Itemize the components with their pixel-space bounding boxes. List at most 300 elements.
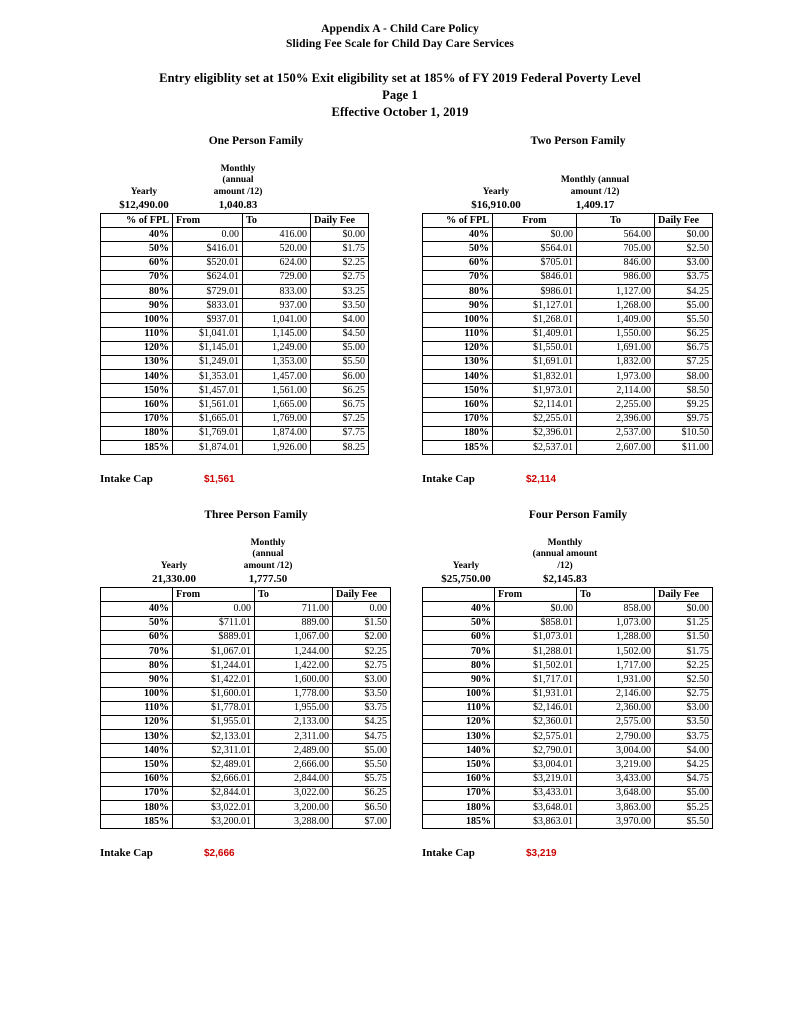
cell-fpl: 185% — [101, 441, 173, 455]
table-row — [101, 644, 391, 658]
cell-to: 1,353.00 — [243, 355, 311, 369]
cell-fpl: 70% — [423, 270, 493, 284]
cell-daily-fee: $3.00 — [655, 256, 713, 270]
table-row — [101, 715, 391, 729]
tables-row-2 — [0, 509, 800, 861]
cell-fpl: 80% — [423, 659, 495, 673]
cell-from: $1,832.01 — [493, 370, 577, 384]
caption-one-person — [100, 154, 412, 212]
cell-daily-fee: $6.25 — [311, 384, 369, 398]
table-row — [101, 299, 369, 313]
cell-daily-fee: $11.00 — [655, 441, 713, 455]
cell-to: 1,973.00 — [577, 370, 655, 384]
cell-from: $1,244.01 — [173, 659, 255, 673]
table-row — [101, 426, 369, 440]
cell-fpl: 150% — [423, 384, 493, 398]
cell-fpl: 70% — [101, 270, 173, 284]
cell-from: $1,073.01 — [495, 630, 577, 644]
table-row — [101, 616, 391, 630]
cell-from: $1,288.01 — [495, 644, 577, 658]
cell-to: 889.00 — [255, 616, 333, 630]
cell-from: $1,249.01 — [173, 355, 243, 369]
table-row — [423, 299, 713, 313]
table-row — [101, 744, 391, 758]
intake-cap-label-four: Intake Cap — [422, 847, 475, 860]
cell-to: 3,433.00 — [577, 772, 655, 786]
cell-to: 1,665.00 — [243, 398, 311, 412]
cell-fpl: 90% — [423, 673, 495, 687]
table-row — [423, 256, 713, 270]
cell-to: 3,200.00 — [255, 801, 333, 815]
cell-from: $2,146.01 — [495, 701, 577, 715]
cell-daily-fee: $3.00 — [655, 701, 713, 715]
cell-daily-fee: $5.00 — [655, 786, 713, 800]
family-title-one: One Person Family — [208, 135, 304, 147]
cell-from: $1,127.01 — [493, 299, 577, 313]
table-row — [423, 242, 713, 256]
cell-from: $858.01 — [495, 616, 577, 630]
table-row — [423, 398, 713, 412]
document-header — [0, 0, 800, 121]
table-row — [423, 384, 713, 398]
cell-fpl: 150% — [423, 758, 495, 772]
cell-from: $2,489.01 — [173, 758, 255, 772]
cell-to: 1,409.00 — [577, 313, 655, 327]
cell-daily-fee: $2.75 — [655, 687, 713, 701]
cell-daily-fee: $5.00 — [333, 744, 391, 758]
yearly-label-four: Yearly — [452, 560, 480, 571]
table-row — [101, 815, 391, 829]
cell-from: 0.00 — [173, 228, 243, 242]
table-row — [101, 801, 391, 815]
cell-daily-fee: $4.25 — [333, 715, 391, 729]
cell-fpl: 180% — [423, 801, 495, 815]
table-row — [101, 786, 391, 800]
cell-from: $3,433.01 — [495, 786, 577, 800]
cell-fpl: 160% — [101, 398, 173, 412]
cell-from: $1,769.01 — [173, 426, 243, 440]
cell-from: $1,353.01 — [173, 370, 243, 384]
cell-from: $1,717.01 — [495, 673, 577, 687]
cell-to: 2,537.00 — [577, 426, 655, 440]
cell-from: $0.00 — [493, 228, 577, 242]
cell-from: $1,778.01 — [173, 701, 255, 715]
cell-to: 3,004.00 — [577, 744, 655, 758]
cell-to: 1,268.00 — [577, 299, 655, 313]
cell-fpl: 80% — [101, 284, 173, 298]
cell-to: 1,832.00 — [577, 355, 655, 369]
cell-fpl: 60% — [101, 256, 173, 270]
cell-fpl: 90% — [101, 299, 173, 313]
cell-daily-fee: $4.25 — [655, 284, 713, 298]
yearly-amount-two: $16,910.00 — [471, 199, 521, 211]
cell-from: $1,600.01 — [173, 687, 255, 701]
cell-daily-fee: $1.75 — [311, 242, 369, 256]
cell-to: 1,067.00 — [255, 630, 333, 644]
cell-daily-fee: $3.50 — [333, 687, 391, 701]
cell-fpl: 150% — [101, 758, 173, 772]
monthly-caption-four — [510, 538, 620, 587]
monthly-label-four-l3: /12) — [557, 560, 573, 571]
cell-to: 1,769.00 — [243, 412, 311, 426]
cell-from: $1,067.01 — [173, 644, 255, 658]
table-header-row — [101, 588, 391, 602]
cell-daily-fee: $5.25 — [655, 801, 713, 815]
yearly-amount-four: $25,750.00 — [441, 573, 491, 586]
cell-daily-fee: $2.25 — [333, 644, 391, 658]
table-row — [101, 441, 369, 455]
cell-fpl: 160% — [423, 398, 493, 412]
cell-daily-fee: $2.75 — [333, 659, 391, 673]
cell-to: 1,931.00 — [577, 673, 655, 687]
cell-daily-fee: $2.75 — [311, 270, 369, 284]
cell-to: 3,022.00 — [255, 786, 333, 800]
cell-daily-fee: $1.50 — [333, 616, 391, 630]
table-row — [101, 256, 369, 270]
table-row — [101, 602, 391, 616]
table-block-one-person-family — [100, 135, 412, 487]
table-row — [423, 630, 713, 644]
fee-table-two-body — [423, 228, 713, 455]
cell-from: $1,457.01 — [173, 384, 243, 398]
cell-to: 3,970.00 — [577, 815, 655, 829]
cell-from: $1,422.01 — [173, 673, 255, 687]
cell-fpl: 80% — [101, 659, 173, 673]
cell-from: $3,022.01 — [173, 801, 255, 815]
cell-daily-fee: $7.75 — [311, 426, 369, 440]
cell-to: 1,073.00 — [577, 616, 655, 630]
cell-from: $520.01 — [173, 256, 243, 270]
table-row — [423, 616, 713, 630]
cell-to: 3,648.00 — [577, 786, 655, 800]
cell-fpl: 110% — [101, 701, 173, 715]
cell-daily-fee: $2.25 — [311, 256, 369, 270]
cell-daily-fee: $6.50 — [333, 801, 391, 815]
col-header-from-two: From — [493, 214, 577, 228]
cell-from: $2,790.01 — [495, 744, 577, 758]
cell-fpl: 60% — [101, 630, 173, 644]
table-row — [423, 701, 713, 715]
col-header-to-one: To — [243, 214, 311, 228]
cell-fpl: 180% — [423, 426, 493, 440]
table-row — [423, 284, 713, 298]
cell-from: $1,409.01 — [493, 327, 577, 341]
cell-fpl: 120% — [423, 715, 495, 729]
cell-to: 1,422.00 — [255, 659, 333, 673]
cell-daily-fee: $2.50 — [655, 242, 713, 256]
cell-from: $2,575.01 — [495, 730, 577, 744]
table-row — [101, 284, 369, 298]
cell-to: 1,778.00 — [255, 687, 333, 701]
family-title-three: Three Person Family — [204, 509, 308, 522]
cell-fpl: 130% — [101, 355, 173, 369]
cell-to: 416.00 — [243, 228, 311, 242]
cell-daily-fee: $4.00 — [311, 313, 369, 327]
cell-daily-fee: $1.25 — [655, 616, 713, 630]
cell-daily-fee: $5.50 — [655, 313, 713, 327]
col-header-fpl-four — [423, 588, 495, 602]
cell-from: $2,396.01 — [493, 426, 577, 440]
yearly-amount-three: 21,330.00 — [152, 573, 196, 586]
cell-daily-fee: $5.50 — [333, 758, 391, 772]
cell-daily-fee: $6.25 — [333, 786, 391, 800]
monthly-label-two-l2: amount /12) — [570, 186, 620, 197]
table-row — [101, 630, 391, 644]
cell-fpl: 140% — [423, 744, 495, 758]
fee-table-four-body — [423, 602, 713, 829]
cell-from: $3,004.01 — [495, 758, 577, 772]
cell-to: 564.00 — [577, 228, 655, 242]
col-header-fpl-two: % of FPL — [423, 214, 493, 228]
cell-from: $1,973.01 — [493, 384, 577, 398]
cell-to: 729.00 — [243, 270, 311, 284]
col-header-fee-one: Daily Fee — [311, 214, 369, 228]
cell-to: 2,311.00 — [255, 730, 333, 744]
cell-fpl: 130% — [423, 730, 495, 744]
cell-from: $3,863.01 — [495, 815, 577, 829]
subtitle-eligibility: Entry eligiblity set at 150% Exit eligibility set at 185% of FY 2019 Federal Poverty Level — [159, 71, 641, 85]
cell-fpl: 50% — [423, 242, 493, 256]
cell-fpl: 100% — [423, 313, 493, 327]
intake-cap-line-one — [100, 471, 412, 487]
cell-to: 2,396.00 — [577, 412, 655, 426]
cell-from: $1,041.01 — [173, 327, 243, 341]
cell-to: 1,244.00 — [255, 644, 333, 658]
subtitle-effective-date: Effective October 1, 2019 — [331, 105, 469, 119]
cell-from: $0.00 — [495, 602, 577, 616]
cell-daily-fee: $10.50 — [655, 426, 713, 440]
cell-daily-fee: $2.25 — [655, 659, 713, 673]
table-row — [423, 313, 713, 327]
cell-daily-fee: $4.75 — [333, 730, 391, 744]
cell-to: 1,955.00 — [255, 701, 333, 715]
cell-daily-fee: $6.25 — [655, 327, 713, 341]
cell-to: 858.00 — [577, 602, 655, 616]
cell-to: 3,288.00 — [255, 815, 333, 829]
table-row — [423, 744, 713, 758]
cell-to: 1,249.00 — [243, 341, 311, 355]
yearly-caption-four — [422, 561, 510, 587]
monthly-label-three-l1: Monthly — [250, 537, 286, 548]
cell-to: 2,607.00 — [577, 441, 655, 455]
cell-to: 520.00 — [243, 242, 311, 256]
cell-daily-fee: $3.50 — [655, 715, 713, 729]
col-header-to-four: To — [577, 588, 655, 602]
cell-to: 1,600.00 — [255, 673, 333, 687]
table-row — [101, 412, 369, 426]
table-row — [101, 270, 369, 284]
monthly-caption-one — [188, 164, 288, 213]
cell-from: $833.01 — [173, 299, 243, 313]
table-row — [101, 327, 369, 341]
table-header-row — [101, 214, 369, 228]
cell-from: $1,550.01 — [493, 341, 577, 355]
cell-fpl: 40% — [101, 228, 173, 242]
cell-to: 833.00 — [243, 284, 311, 298]
cell-fpl: 70% — [101, 644, 173, 658]
cell-fpl: 180% — [101, 801, 173, 815]
fee-table-two-person — [422, 213, 713, 455]
cell-fpl: 160% — [423, 772, 495, 786]
cell-daily-fee: $9.25 — [655, 398, 713, 412]
cell-daily-fee: $5.00 — [311, 341, 369, 355]
table-row — [101, 355, 369, 369]
cell-to: 1,502.00 — [577, 644, 655, 658]
cell-daily-fee: $6.00 — [311, 370, 369, 384]
table-row — [101, 341, 369, 355]
cell-daily-fee: $2.50 — [655, 673, 713, 687]
cell-from: $2,255.01 — [493, 412, 577, 426]
cell-to: 2,255.00 — [577, 398, 655, 412]
monthly-label-one-l1: Monthly — [220, 163, 256, 174]
cell-from: $1,931.01 — [495, 687, 577, 701]
cell-fpl: 170% — [101, 786, 173, 800]
yearly-label-two: Yearly — [482, 186, 510, 197]
yearly-label-three: Yearly — [160, 560, 188, 571]
table-row — [101, 398, 369, 412]
cell-from: $711.01 — [173, 616, 255, 630]
cell-daily-fee: $9.75 — [655, 412, 713, 426]
cell-daily-fee: $4.50 — [311, 327, 369, 341]
table-row — [423, 341, 713, 355]
cell-fpl: 90% — [423, 299, 493, 313]
cell-daily-fee: $5.50 — [311, 355, 369, 369]
intake-cap-value-one: $1,561 — [204, 473, 235, 485]
cell-from: $564.01 — [493, 242, 577, 256]
cell-daily-fee: $1.75 — [655, 644, 713, 658]
cell-fpl: 170% — [423, 412, 493, 426]
cell-daily-fee: $5.75 — [333, 772, 391, 786]
cell-daily-fee: $3.25 — [311, 284, 369, 298]
cell-from: 0.00 — [173, 602, 255, 616]
fee-table-four-person — [422, 587, 713, 829]
cell-fpl: 80% — [423, 284, 493, 298]
table-block-four-person-family — [422, 509, 734, 861]
cell-fpl: 180% — [101, 426, 173, 440]
intake-cap-value-four: $3,219 — [526, 847, 557, 859]
cell-fpl: 140% — [101, 370, 173, 384]
cell-daily-fee: $4.00 — [655, 744, 713, 758]
table-row — [101, 313, 369, 327]
table-row — [101, 228, 369, 242]
cell-fpl: 50% — [423, 616, 495, 630]
cell-fpl: 70% — [423, 644, 495, 658]
cell-to: 1,926.00 — [243, 441, 311, 455]
table-row — [101, 370, 369, 384]
table-row — [423, 758, 713, 772]
cell-daily-fee: $0.00 — [655, 602, 713, 616]
cell-fpl: 185% — [423, 441, 493, 455]
cell-daily-fee: $2.00 — [333, 630, 391, 644]
table-header-row — [423, 214, 713, 228]
cell-to: 2,133.00 — [255, 715, 333, 729]
cell-fpl: 90% — [101, 673, 173, 687]
intake-cap-label-three: Intake Cap — [100, 847, 153, 860]
cell-from: $1,268.01 — [493, 313, 577, 327]
caption-two-person — [422, 154, 734, 212]
cell-fpl: 110% — [101, 327, 173, 341]
col-header-from-four: From — [495, 588, 577, 602]
cell-to: 2,666.00 — [255, 758, 333, 772]
cell-to: 846.00 — [577, 256, 655, 270]
monthly-label-four-l2: (annual amount — [532, 549, 598, 560]
col-header-fee-four: Daily Fee — [655, 588, 713, 602]
cell-daily-fee: $0.00 — [311, 228, 369, 242]
cell-fpl: 120% — [101, 341, 173, 355]
cell-to: 1,127.00 — [577, 284, 655, 298]
fee-table-three-body — [101, 602, 391, 829]
monthly-amount-three: 1,777.50 — [248, 573, 288, 586]
monthly-caption-two — [540, 175, 650, 212]
subtitle-page-number: Page 1 — [382, 88, 418, 102]
cell-from: $1,691.01 — [493, 355, 577, 369]
col-header-fpl-one: % of FPL — [101, 214, 173, 228]
cell-to: 937.00 — [243, 299, 311, 313]
cell-fpl: 40% — [423, 602, 495, 616]
intake-cap-line-two — [422, 471, 734, 487]
cell-daily-fee: $6.75 — [311, 398, 369, 412]
cell-to: 2,114.00 — [577, 384, 655, 398]
cell-from: $1,502.01 — [495, 659, 577, 673]
cell-from: $986.01 — [493, 284, 577, 298]
yearly-caption-three — [130, 561, 218, 587]
cell-daily-fee: 0.00 — [333, 602, 391, 616]
table-row — [101, 701, 391, 715]
cell-fpl: 100% — [423, 687, 495, 701]
cell-to: 3,219.00 — [577, 758, 655, 772]
cell-from: $1,145.01 — [173, 341, 243, 355]
yearly-label-one: Yearly — [130, 186, 158, 197]
cell-fpl: 170% — [101, 412, 173, 426]
yearly-amount-one: $12,490.00 — [119, 199, 169, 211]
table-row — [101, 659, 391, 673]
cell-fpl: 40% — [101, 602, 173, 616]
intake-cap-line-three — [100, 845, 412, 861]
cell-from: $705.01 — [493, 256, 577, 270]
header-spacer — [0, 52, 800, 70]
cell-to: 1,561.00 — [243, 384, 311, 398]
cell-to: 3,863.00 — [577, 801, 655, 815]
cell-daily-fee: $3.50 — [311, 299, 369, 313]
table-row — [423, 815, 713, 829]
cell-from: $2,666.01 — [173, 772, 255, 786]
cell-to: 711.00 — [255, 602, 333, 616]
cell-to: 1,691.00 — [577, 341, 655, 355]
table-row — [423, 801, 713, 815]
yearly-caption-one — [100, 187, 188, 213]
title-line-1: Appendix A - Child Care Policy — [321, 23, 479, 35]
table-row — [423, 228, 713, 242]
monthly-label-four-l1: Monthly — [547, 537, 583, 548]
table-row — [423, 327, 713, 341]
cell-fpl: 60% — [423, 630, 495, 644]
table-row — [423, 730, 713, 744]
fee-table-three-person — [100, 587, 391, 829]
cell-to: 2,844.00 — [255, 772, 333, 786]
table-row — [101, 772, 391, 786]
cell-to: 986.00 — [577, 270, 655, 284]
cell-from: $937.01 — [173, 313, 243, 327]
table-header-row — [423, 588, 713, 602]
cell-from: $1,561.01 — [173, 398, 243, 412]
cell-fpl: 130% — [423, 355, 493, 369]
cell-daily-fee: $5.00 — [655, 299, 713, 313]
cell-to: 2,489.00 — [255, 744, 333, 758]
cell-from: $1,955.01 — [173, 715, 255, 729]
cell-to: 1,457.00 — [243, 370, 311, 384]
table-block-three-person-family — [100, 509, 412, 861]
monthly-label-one-l3: amount /12) — [213, 186, 263, 197]
